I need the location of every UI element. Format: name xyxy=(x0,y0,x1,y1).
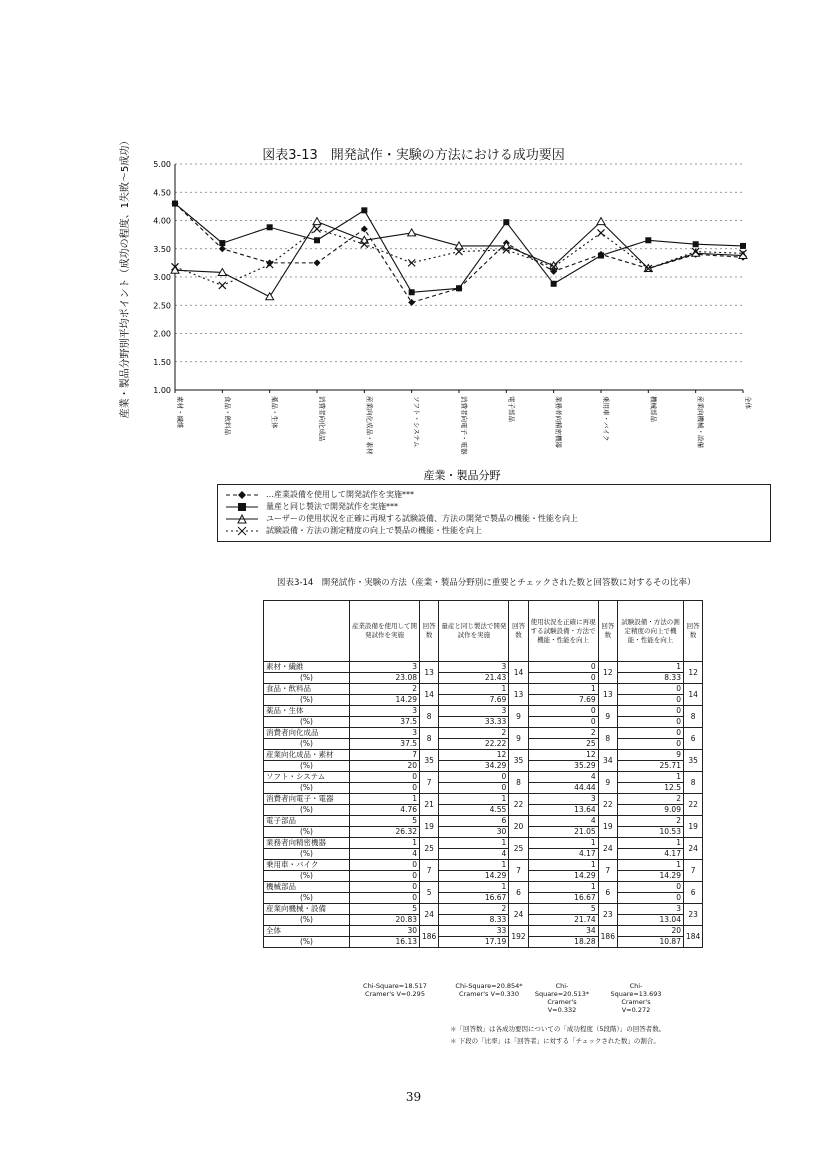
table-row-percent xyxy=(264,827,703,838)
respondent-count: 12 xyxy=(683,662,702,684)
y-tick-label: 1.00 xyxy=(153,386,171,395)
checked-count: 0 xyxy=(528,706,598,717)
header-cell: 使用状況を正確に再現する試験設備・方法で機能・性能を向上 xyxy=(528,601,598,662)
checked-count: 5 xyxy=(528,904,598,915)
respondent-count: 19 xyxy=(683,816,702,838)
data-point xyxy=(361,225,368,232)
checked-count: 1 xyxy=(439,794,509,805)
percent-value: 22.22 xyxy=(439,739,509,750)
table-row-percent xyxy=(264,717,703,728)
header-cell: 量産と同じ製法で開発試作を実施 xyxy=(439,601,509,662)
percent-value: 37.5 xyxy=(350,739,420,750)
respondent-count: 24 xyxy=(509,904,528,926)
percent-value: 33.33 xyxy=(439,717,509,728)
respondent-count: 8 xyxy=(683,706,702,728)
legend-item: 試験設備・方法の測定精度の向上で製品の機能・性能を向上 xyxy=(224,525,482,536)
row-label: 電子部品 xyxy=(264,816,350,827)
respondent-count: 6 xyxy=(683,882,702,904)
x-tick-label: ソフト・システム xyxy=(412,396,421,448)
percent-value: 21.05 xyxy=(528,827,598,838)
checked-count: 1 xyxy=(617,772,683,783)
percent-value: 9.09 xyxy=(617,805,683,816)
table-row xyxy=(264,706,703,717)
y-tick-label: 3.00 xyxy=(153,273,171,282)
percent-label: (%) xyxy=(264,739,350,750)
respondent-count: 186 xyxy=(420,926,439,948)
respondent-count: 22 xyxy=(683,794,702,816)
data-point xyxy=(551,281,557,287)
checked-count: 0 xyxy=(528,662,598,673)
legend-item: ユーザーの使用状況を正確に再現する試験設備、方法の開発で製品の機能・性能を向上 xyxy=(224,513,578,524)
respondent-count: 35 xyxy=(509,750,528,772)
respondent-count: 7 xyxy=(420,860,439,882)
respondent-count: 25 xyxy=(420,838,439,860)
respondent-count: 7 xyxy=(420,772,439,794)
checked-count: 0 xyxy=(617,728,683,739)
data-point xyxy=(266,293,274,300)
data-point xyxy=(172,201,178,207)
y-tick-label: 1.50 xyxy=(153,357,171,367)
table-row-percent xyxy=(264,849,703,860)
x-tick-label: 素材・繊維 xyxy=(176,396,184,429)
x-tick-label: 食品・飲料品 xyxy=(223,396,232,435)
checked-count: 1 xyxy=(439,882,509,893)
percent-value: 0 xyxy=(439,783,509,794)
header-cell: 産業設備を使用して開発試作を実施 xyxy=(350,601,420,662)
percent-value: 16.67 xyxy=(528,893,598,904)
data-point xyxy=(740,243,746,249)
respondent-count: 7 xyxy=(683,860,702,882)
stats-col1: Chi-Square=18.517 Cramer's V=0.295 xyxy=(363,982,427,998)
checked-count: 4 xyxy=(528,816,598,827)
header-cell: 回答数 xyxy=(420,601,439,662)
data-point xyxy=(314,237,320,243)
percent-label: (%) xyxy=(264,695,350,706)
percent-value: 26.32 xyxy=(350,827,420,838)
percent-value: 0 xyxy=(617,739,683,750)
checked-count: 3 xyxy=(350,662,420,673)
respondent-count: 8 xyxy=(420,706,439,728)
header-cell: 回答数 xyxy=(683,601,702,662)
percent-value: 4 xyxy=(350,849,420,860)
percent-value: 4.76 xyxy=(350,805,420,816)
row-label: 消費者向電子・電器 xyxy=(264,794,350,805)
y-axis-label xyxy=(118,136,131,419)
data-point xyxy=(597,218,605,225)
percent-value: 0 xyxy=(617,893,683,904)
stats-col2: Chi-Square=20.854* Cramer's V=0.330 xyxy=(455,982,523,998)
figure-title: 図表3-13 開発試作・実験の方法における成功要因 xyxy=(262,148,565,163)
table-row xyxy=(264,750,703,761)
respondent-count: 7 xyxy=(509,860,528,882)
checked-count: 7 xyxy=(350,750,420,761)
respondent-count: 8 xyxy=(420,728,439,750)
checked-count: 1 xyxy=(617,838,683,849)
percent-value: 13.64 xyxy=(528,805,598,816)
percent-value: 16.67 xyxy=(439,893,509,904)
data-table xyxy=(263,600,703,948)
legend-item: 量産と同じ製法で開発試作を実施*** xyxy=(224,501,398,512)
y-tick-label: 5.00 xyxy=(153,160,171,169)
respondent-count: 12 xyxy=(598,662,617,684)
respondent-count: 25 xyxy=(509,838,528,860)
x-tick-label: 消費者向電子・電器 xyxy=(460,396,468,455)
percent-value: 23.08 xyxy=(350,673,420,684)
respondent-count: 22 xyxy=(598,794,617,816)
checked-count: 1 xyxy=(528,860,598,871)
chart-legend xyxy=(217,484,771,542)
checked-count: 1 xyxy=(528,882,598,893)
table-body xyxy=(264,662,703,948)
percent-value: 7.69 xyxy=(528,695,598,706)
data-point xyxy=(219,282,226,289)
percent-value: 4.55 xyxy=(439,805,509,816)
checked-count: 12 xyxy=(528,750,598,761)
respondent-count: 192 xyxy=(509,926,528,948)
table-row xyxy=(264,662,703,673)
chart-series xyxy=(171,200,747,306)
percent-value: 10.87 xyxy=(617,937,683,948)
checked-count: 3 xyxy=(350,706,420,717)
percent-value: 20.83 xyxy=(350,915,420,926)
respondent-count: 184 xyxy=(683,926,702,948)
respondent-count: 24 xyxy=(683,838,702,860)
header-cell: 試験設備・方法の測定精度の向上で機能・性能を向上 xyxy=(617,601,683,662)
percent-value: 0 xyxy=(350,871,420,882)
data-point xyxy=(408,259,415,266)
table-row-percent xyxy=(264,673,703,684)
respondent-count: 8 xyxy=(598,728,617,750)
header-blank xyxy=(264,601,350,662)
checked-count: 1 xyxy=(439,684,509,695)
data-point xyxy=(598,253,604,259)
checked-count: 0 xyxy=(617,684,683,695)
row-label: 産業向機械・設備 xyxy=(264,904,350,915)
x-tick-label: 消費者向化成品 xyxy=(318,396,326,442)
respondent-count: 5 xyxy=(420,882,439,904)
checked-count: 33 xyxy=(439,926,509,937)
row-label: 業務者向精密機器 xyxy=(264,838,350,849)
stats-col4: Chi- Square=13.693 Cramer's V=0.272 xyxy=(610,982,662,1014)
respondent-count: 9 xyxy=(509,728,528,750)
percent-value: 0 xyxy=(350,783,420,794)
percent-value: 10.53 xyxy=(617,827,683,838)
y-tick-label: 2.00 xyxy=(153,329,171,339)
percent-value: 16.13 xyxy=(350,937,420,948)
table-row-percent xyxy=(264,915,703,926)
checked-count: 30 xyxy=(350,926,420,937)
table-row-percent xyxy=(264,871,703,882)
respondent-count: 9 xyxy=(598,772,617,794)
respondent-count: 22 xyxy=(509,794,528,816)
percent-value: 0 xyxy=(528,673,598,684)
checked-count: 2 xyxy=(617,816,683,827)
table-row xyxy=(264,838,703,849)
percent-value: 34.29 xyxy=(439,761,509,772)
respondent-count: 20 xyxy=(509,816,528,838)
row-label: 薬品・生体 xyxy=(264,706,350,717)
chart-grid xyxy=(175,164,743,390)
row-label: 機械部品 xyxy=(264,882,350,893)
percent-value: 30 xyxy=(439,827,509,838)
row-label: 産業向化成品・素材 xyxy=(264,750,350,761)
row-label: 食品・飲料品 xyxy=(264,684,350,695)
checked-count: 0 xyxy=(350,860,420,871)
respondent-count: 9 xyxy=(598,706,617,728)
x-tick-label: 業務者向精密機器 xyxy=(554,396,563,448)
checked-count: 1 xyxy=(350,794,420,805)
data-point xyxy=(693,241,699,247)
checked-count: 0 xyxy=(617,882,683,893)
data-point xyxy=(314,225,321,232)
table-row xyxy=(264,882,703,893)
x-tick-label: 機械部品 xyxy=(649,396,658,422)
respondent-count: 6 xyxy=(598,882,617,904)
x-axis-label: 産業・製品分野 xyxy=(423,469,501,482)
percent-value: 14.29 xyxy=(617,871,683,882)
checked-count: 1 xyxy=(528,838,598,849)
checked-count: 3 xyxy=(617,904,683,915)
percent-label: (%) xyxy=(264,761,350,772)
percent-value: 21.43 xyxy=(439,673,509,684)
line-chart xyxy=(0,0,827,560)
percent-value: 4.17 xyxy=(617,849,683,860)
percent-value: 14.29 xyxy=(439,871,509,882)
checked-count: 1 xyxy=(617,860,683,871)
respondent-count: 14 xyxy=(420,684,439,706)
checked-count: 3 xyxy=(439,662,509,673)
respondent-count: 13 xyxy=(420,662,439,684)
percent-label: (%) xyxy=(264,827,350,838)
legend-item: …産業設備を使用して開発試作を実施*** xyxy=(224,489,414,500)
checked-count: 1 xyxy=(617,662,683,673)
percent-value: 35.29 xyxy=(528,761,598,772)
table-row-percent xyxy=(264,695,703,706)
checked-count: 2 xyxy=(617,794,683,805)
table-header-row xyxy=(264,601,703,662)
percent-label: (%) xyxy=(264,937,350,948)
table-row-percent xyxy=(264,739,703,750)
respondent-count: 6 xyxy=(683,728,702,750)
x-tick-label: 産業向化成品・素材 xyxy=(365,396,374,455)
row-label: 乗用車・バイク xyxy=(264,860,350,871)
percent-value: 13.04 xyxy=(617,915,683,926)
percent-value: 8.33 xyxy=(617,673,683,684)
percent-value: 44.44 xyxy=(528,783,598,794)
percent-value: 0 xyxy=(350,893,420,904)
checked-count: 4 xyxy=(528,772,598,783)
percent-value: 0 xyxy=(617,695,683,706)
percent-value: 4.17 xyxy=(528,849,598,860)
percent-value: 21.74 xyxy=(528,915,598,926)
checked-count: 0 xyxy=(350,772,420,783)
respondent-count: 13 xyxy=(598,684,617,706)
percent-value: 37.5 xyxy=(350,717,420,728)
checked-count: 3 xyxy=(528,794,598,805)
percent-label: (%) xyxy=(264,871,350,882)
table-note: ＊「回答数」は各成功要因についての「成功程度（5段階）」の回答者数。 xyxy=(450,1025,666,1033)
checked-count: 2 xyxy=(528,728,598,739)
checked-count: 0 xyxy=(350,882,420,893)
table-row-percent xyxy=(264,783,703,794)
page-number: 39 xyxy=(405,1090,422,1104)
row-label: 素材・繊維 xyxy=(264,662,350,673)
checked-count: 3 xyxy=(439,706,509,717)
respondent-count: 21 xyxy=(420,794,439,816)
table-row xyxy=(264,684,703,695)
respondent-count: 34 xyxy=(598,750,617,772)
percent-value: 0 xyxy=(528,717,598,728)
respondent-count: 35 xyxy=(683,750,702,772)
table-row xyxy=(264,794,703,805)
x-tick-label: 薬品・生体 xyxy=(270,396,279,429)
data-point xyxy=(503,219,509,225)
y-axis-label-text: 産業・製品分野別平均ポイント（成功の程度、1失敗～5成功） xyxy=(120,135,131,419)
respondent-count: 8 xyxy=(683,772,702,794)
percent-value: 4 xyxy=(439,849,509,860)
respondent-count: 23 xyxy=(683,904,702,926)
checked-count: 34 xyxy=(528,926,598,937)
table-row xyxy=(264,926,703,937)
table-note: ＊ 下段の「比率」は「回答者」に対する「チェックされた数」の割合。 xyxy=(450,1037,660,1045)
checked-count: 0 xyxy=(439,772,509,783)
checked-count: 2 xyxy=(439,904,509,915)
data-point xyxy=(267,224,273,230)
percent-value: 7.69 xyxy=(439,695,509,706)
data-point xyxy=(456,285,462,291)
respondent-count: 13 xyxy=(509,684,528,706)
header-cell: 回答数 xyxy=(598,601,617,662)
percent-value: 20 xyxy=(350,761,420,772)
percent-value: 0 xyxy=(617,717,683,728)
respondent-count: 19 xyxy=(598,816,617,838)
row-label: ソフト・システム xyxy=(264,772,350,783)
checked-count: 1 xyxy=(439,838,509,849)
table-row xyxy=(264,772,703,783)
percent-label: (%) xyxy=(264,673,350,684)
checked-count: 6 xyxy=(439,816,509,827)
checked-count: 1 xyxy=(528,684,598,695)
checked-count: 5 xyxy=(350,816,420,827)
percent-value: 17.19 xyxy=(439,937,509,948)
table-row-percent xyxy=(264,761,703,772)
row-label: 消費者向化成品 xyxy=(264,728,350,739)
chart-axes xyxy=(153,160,753,455)
respondent-count: 186 xyxy=(598,926,617,948)
respondent-count: 24 xyxy=(420,904,439,926)
respondent-count: 9 xyxy=(509,706,528,728)
y-tick-label: 4.50 xyxy=(153,188,171,198)
percent-value: 8.33 xyxy=(439,915,509,926)
data-point xyxy=(645,237,651,243)
respondent-count: 6 xyxy=(509,882,528,904)
data-point xyxy=(408,299,415,306)
row-label: 全体 xyxy=(264,926,350,937)
stats-col3: Chi- Square=20.513* Cramer's V=0.332 xyxy=(534,982,590,1014)
y-tick-label: 3.50 xyxy=(153,244,171,254)
percent-label: (%) xyxy=(264,783,350,794)
percent-value: 14.29 xyxy=(350,695,420,706)
x-tick-label: 全体 xyxy=(744,396,752,409)
checked-count: 9 xyxy=(617,750,683,761)
table-row-percent xyxy=(264,893,703,904)
percent-label: (%) xyxy=(264,849,350,860)
table-row-percent xyxy=(264,805,703,816)
checked-count: 1 xyxy=(439,860,509,871)
percent-label: (%) xyxy=(264,717,350,728)
data-point xyxy=(409,289,415,295)
checked-count: 3 xyxy=(350,728,420,739)
data-point xyxy=(219,245,226,252)
y-tick-label: 2.50 xyxy=(153,301,171,311)
table-row-percent xyxy=(264,937,703,948)
data-point xyxy=(408,229,416,236)
respondent-count: 14 xyxy=(683,684,702,706)
checked-count: 12 xyxy=(439,750,509,761)
respondent-count: 35 xyxy=(420,750,439,772)
percent-label: (%) xyxy=(264,915,350,926)
x-tick-label: 電子部品 xyxy=(507,396,516,423)
respondent-count: 23 xyxy=(598,904,617,926)
checked-count: 5 xyxy=(350,904,420,915)
respondent-count: 24 xyxy=(598,838,617,860)
y-tick-label: 4.00 xyxy=(153,216,171,226)
table-row xyxy=(264,904,703,915)
respondent-count: 8 xyxy=(509,772,528,794)
checked-count: 0 xyxy=(617,706,683,717)
data-point xyxy=(314,259,321,266)
table-row xyxy=(264,860,703,871)
percent-label: (%) xyxy=(264,893,350,904)
respondent-count: 19 xyxy=(420,816,439,838)
data-point xyxy=(313,218,321,225)
percent-value: 18.28 xyxy=(528,937,598,948)
percent-value: 25 xyxy=(528,739,598,750)
table-row xyxy=(264,816,703,827)
x-tick-label: 産業向機械・設備 xyxy=(696,396,705,448)
data-point xyxy=(598,229,605,236)
table-title: 図表3-14 開発試作・実験の方法（産業・製品分野別に重要とチェックされた数と回答数に対するその比率） xyxy=(277,578,696,588)
checked-count: 2 xyxy=(350,684,420,695)
checked-count: 1 xyxy=(350,838,420,849)
data-point xyxy=(219,240,225,246)
percent-label: (%) xyxy=(264,805,350,816)
table-row xyxy=(264,728,703,739)
data-point xyxy=(361,207,367,213)
percent-value: 12.5 xyxy=(617,783,683,794)
checked-count: 20 xyxy=(617,926,683,937)
percent-value: 25.71 xyxy=(617,761,683,772)
percent-value: 14.29 xyxy=(528,871,598,882)
header-cell: 回答数 xyxy=(509,601,528,662)
x-tick-label: 乗用車・バイク xyxy=(602,396,610,442)
checked-count: 2 xyxy=(439,728,509,739)
respondent-count: 7 xyxy=(598,860,617,882)
respondent-count: 14 xyxy=(509,662,528,684)
